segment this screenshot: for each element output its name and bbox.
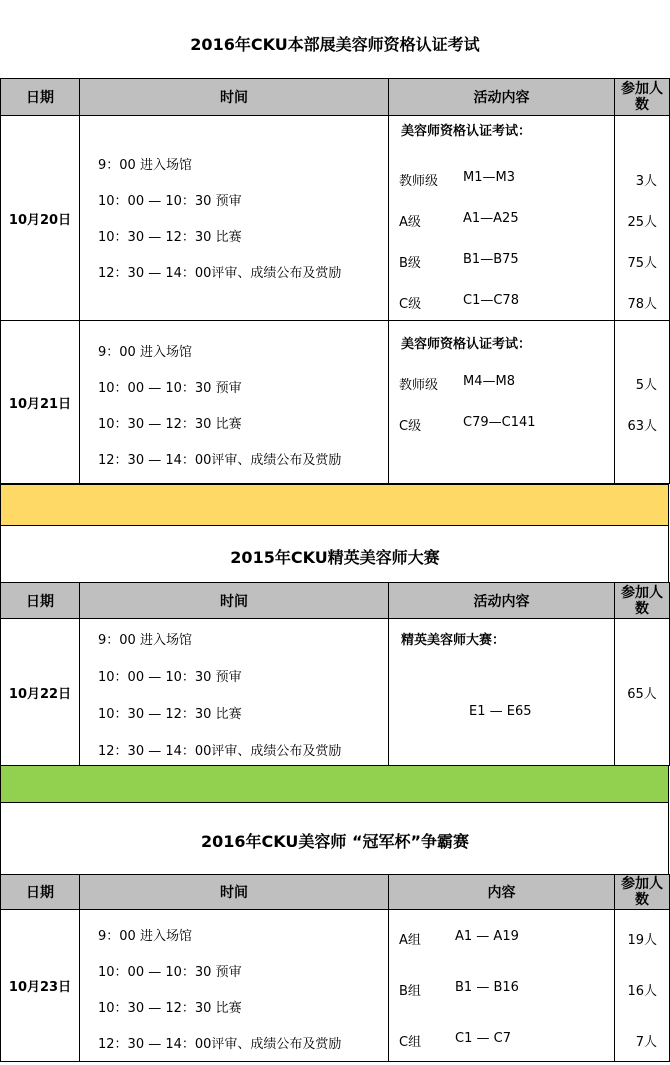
level-label: C级 — [399, 297, 422, 312]
count-value: 7人 — [635, 1035, 657, 1050]
content-cell — [389, 116, 615, 321]
content-cell — [389, 619, 615, 766]
level-label: C组 — [399, 1035, 422, 1050]
header-time: 时间 — [80, 583, 389, 619]
section2-title: 2015年CKU精英美容师大赛 — [230, 548, 440, 567]
range-label: B1—B75 — [463, 252, 519, 267]
header-content: 活动内容 — [389, 79, 615, 116]
section2-table — [0, 582, 670, 766]
header-count: 参加人数 — [615, 79, 670, 116]
header-content: 活动内容 — [389, 583, 615, 619]
level-label: A级 — [399, 215, 421, 230]
level-label: 教师级 — [399, 174, 439, 189]
content-title: 美容师资格认证考试： — [401, 337, 532, 352]
table-row — [1, 619, 670, 766]
time-line: 10：00 — 10：30 预审 — [98, 194, 242, 209]
count-value: 5人 — [635, 378, 657, 393]
time-line: 10：30 — 12：30 比赛 — [98, 707, 242, 722]
table-header-row — [1, 583, 670, 619]
table-row — [1, 116, 670, 321]
content-title: 精英美容师大赛： — [401, 633, 506, 648]
range-label: C1 — C7 — [455, 1031, 511, 1046]
header-content: 内容 — [389, 875, 615, 910]
time-line: 12：30 — 14：00评审、成绩公布及赏励 — [98, 1037, 342, 1052]
date-cell: 10月23日 — [1, 910, 80, 1062]
count-value: 3人 — [635, 174, 657, 189]
range-label: B1 — B16 — [455, 980, 519, 995]
count-value: 19人 — [627, 933, 657, 948]
time-cell — [80, 116, 389, 321]
count-cell: 65人 — [615, 619, 670, 766]
time-line: 9：00 进入场馆 — [98, 345, 192, 360]
content-cell — [389, 910, 615, 1062]
range-label: M1—M3 — [463, 170, 515, 185]
time-line: 10：00 — 10：30 预审 — [98, 965, 242, 980]
table-header-row — [1, 875, 670, 910]
time-line: 12：30 — 14：00评审、成绩公布及赏励 — [98, 266, 342, 281]
time-line: 10：00 — 10：30 预审 — [98, 381, 242, 396]
section1-title: 2016年CKU本部展美容师资格认证考试 — [190, 35, 480, 54]
time-line: 10：30 — 12：30 比赛 — [98, 417, 242, 432]
range-label: C1—C78 — [463, 293, 519, 308]
count-cell — [615, 116, 670, 321]
time-cell — [80, 910, 389, 1062]
level-label: B级 — [399, 256, 421, 271]
section1-table — [0, 78, 670, 484]
time-line: 9：00 进入场馆 — [98, 929, 192, 944]
section3-title: 2016年CKU美容师 “冠军杯”争霸赛 — [201, 832, 469, 851]
count-value: 78人 — [627, 297, 657, 312]
content-cell — [389, 321, 615, 484]
time-line: 10：30 — 12：30 比赛 — [98, 1001, 242, 1016]
time-line: 10：30 — 12：30 比赛 — [98, 230, 242, 245]
range-label: A1—A25 — [463, 211, 519, 226]
content-title: 美容师资格认证考试： — [401, 124, 532, 139]
separator-band-green — [0, 765, 669, 803]
count-cell — [615, 321, 670, 484]
date-cell: 10月21日 — [1, 321, 80, 484]
range-label: A1 — A19 — [455, 929, 519, 944]
time-cell — [80, 321, 389, 484]
time-line: 12：30 — 14：00评审、成绩公布及赏励 — [98, 453, 342, 468]
separator-band-yellow — [0, 484, 669, 526]
level-label: C级 — [399, 419, 422, 434]
date-cell: 10月22日 — [1, 619, 80, 766]
count-cell — [615, 910, 670, 1062]
count-value: 75人 — [627, 256, 657, 271]
time-line: 12：30 — 14：00评审、成绩公布及赏励 — [98, 744, 342, 759]
count-value: 16人 — [627, 984, 657, 999]
level-label: 教师级 — [399, 378, 439, 393]
level-label: A组 — [399, 933, 421, 948]
section3-table — [0, 874, 670, 1062]
level-label: B组 — [399, 984, 421, 999]
time-line: 9：00 进入场馆 — [98, 633, 192, 648]
range-label: M4—M8 — [463, 374, 515, 389]
header-count: 参加人数 — [615, 875, 670, 910]
date-cell: 10月20日 — [1, 116, 80, 321]
header-date: 日期 — [1, 875, 80, 910]
range-label: E1 — E65 — [469, 704, 532, 719]
count-value: 25人 — [627, 215, 657, 230]
header-date: 日期 — [1, 583, 80, 619]
table-row — [1, 321, 670, 484]
count-value: 63人 — [627, 419, 657, 434]
table-header-row — [1, 79, 670, 116]
time-line: 10：00 — 10：30 预审 — [98, 670, 242, 685]
time-line: 9：00 进入场馆 — [98, 158, 192, 173]
header-date: 日期 — [1, 79, 80, 116]
header-time: 时间 — [80, 79, 389, 116]
time-cell — [80, 619, 389, 766]
table-row — [1, 910, 670, 1062]
range-label: C79—C141 — [463, 415, 536, 430]
header-count: 参加人数 — [615, 583, 670, 619]
header-time: 时间 — [80, 875, 389, 910]
